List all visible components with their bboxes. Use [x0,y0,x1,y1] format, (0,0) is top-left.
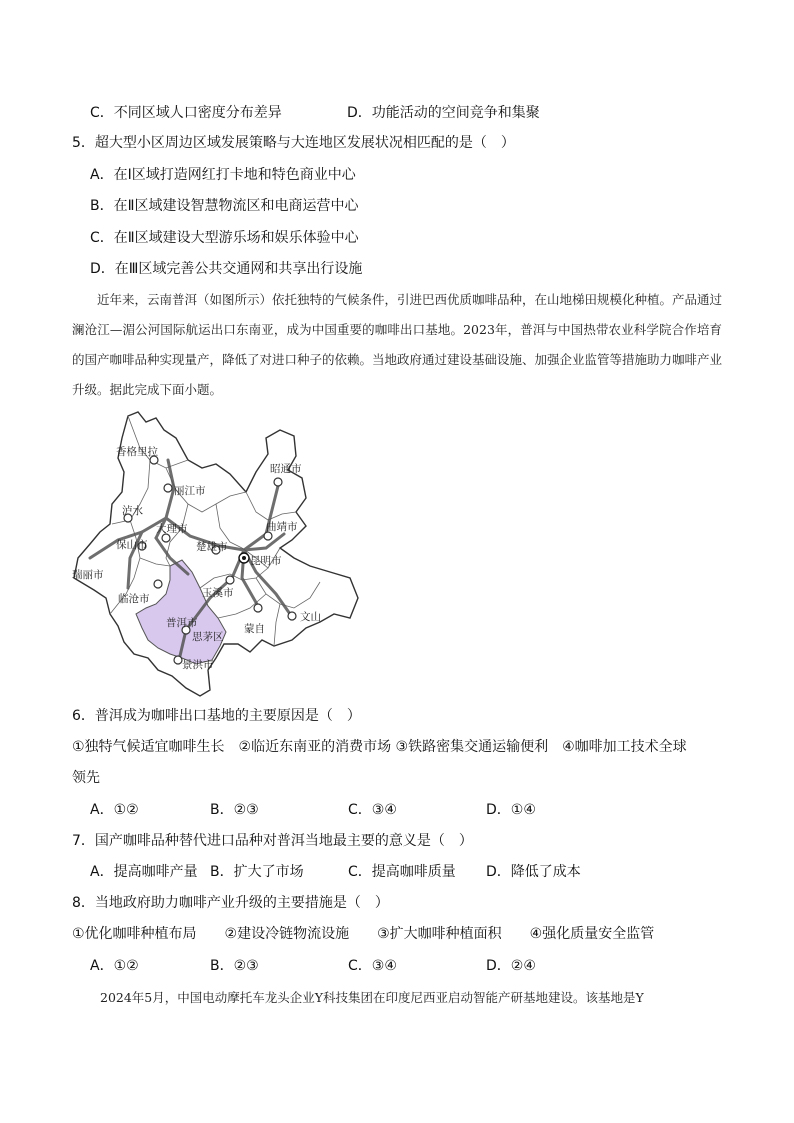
q7-option-d: D．降低了成本 [486,864,581,880]
label-puer: 普洱市 [166,617,198,629]
passage2-start: 2024年5月，中国电动摩托车龙头企业Y科技集团在印度尼西亚启动智能产研基地建设。该基地是Y [100,990,644,1005]
passage-text: 近年来，云南普洱（如图所示）依托独特的气候条件，引进巴西优质咖啡品种，在山地梯田规模化种植。产品通过澜沧江—湄公河国际航运出口东南亚，成为中国重要的咖啡出口基地。2023年，普洱与中国热带农业科学院合作培育的国产咖啡品种实现量产，降低了对进口种子的依赖。当地政府通过建设基础设施、加强企业监管等措施助力咖啡产业升级。据此完成下面小题。 [72,292,723,397]
q5-option-a: A．在Ⅰ区域打造网红打卡地和特色商业中心 [90,167,356,183]
q7-stem: 7．国产咖啡品种替代进口品种对普洱当地最主要的意义是（ ） [72,833,473,849]
marker-zhaotong [274,478,282,486]
q8-option-d: D．②④ [486,958,536,974]
label-ruili: 瑞丽市 [72,569,104,581]
q7-option-c: C．提高咖啡质量 [348,864,456,880]
q5-option-c: C．在Ⅱ区域建设大型游乐场和娱乐体验中心 [90,230,359,246]
label-lincang: 临沧市 [118,593,150,605]
option-c-prev: C．不同区域人口密度分布差异 [90,105,282,121]
marker-lincang [154,580,162,588]
q8-items: ①优化咖啡种植布局 ②建设冷链物流设施 ③扩大咖啡种植面积 ④强化质量安全监管 [72,926,655,942]
marker-jinghong [174,656,182,664]
label-lijiang: 丽江市 [174,485,206,497]
q5-option-d: D．在Ⅲ区域完善公共交通网和共享出行设施 [90,261,363,277]
passage-pu-er-coffee [72,285,722,405]
label-mengzi: 蒙自 [244,623,265,635]
label-simao: 思茅区 [192,631,224,643]
q6-options [90,800,536,820]
label-dali: 大理市 [156,523,188,535]
marker-mengzi [254,604,262,612]
label-qujing: 曲靖市 [266,521,298,533]
label-wenshan: 文山 [300,611,321,623]
q6-option-d: D．①④ [486,802,536,818]
q6-option-b: B．②③ [210,802,259,818]
q7-option-b: B．扩大了市场 [210,864,304,880]
q6-option-c: C．③④ [348,802,397,818]
q7-options [90,862,581,882]
q5-stem: 5．超大型小区周边区域发展策略与大连地区发展状况相匹配的是（ ） [72,135,515,151]
label-jinghong: 景洪市 [182,659,214,671]
label-chuxiong: 楚雄市 [196,541,228,553]
q8-option-b: B．②③ [210,958,259,974]
q8-option-a: A．①② [90,958,139,974]
q8-options [90,956,536,976]
marker-qujing [264,532,272,540]
q6-option-a: A．①② [90,802,139,818]
marker-kunming-dot [242,556,246,560]
q5-option-b: B．在Ⅱ区域建设智慧物流区和电商运营中心 [90,198,359,214]
q6-stem: 6．普洱成为咖啡出口基地的主要原因是（ ） [72,708,361,724]
label-yuxi: 玉溪市 [202,587,234,599]
label-baoshan: 保山市 [116,539,148,551]
q7-option-a: A．提高咖啡产量 [90,864,198,880]
marker-yuxi [226,576,234,584]
q8-stem: 8．当地政府助力咖啡产业升级的主要措施是（ ） [72,895,389,911]
option-d-prev: D．功能活动的空间竞争和集聚 [347,105,540,121]
label-zhaotong: 昭通市 [270,463,302,475]
q8-option-c: C．③④ [348,958,397,974]
marker-wenshan [288,612,296,620]
label-xianggelila: 香格里拉 [116,446,158,458]
q6-items-cont: 领先 [72,770,100,786]
label-lushui: 泸水 [122,505,143,517]
marker-dali [162,534,170,542]
label-kunming: 昆明市 [250,555,282,567]
marker-lijiang [164,484,172,492]
q6-items: ①独特气候适宜咖啡生长 ②临近东南亚的消费市场 ③铁路密集交通运输便利 ④咖啡加工技术全球 [72,739,687,755]
yunnan-map [70,408,360,700]
